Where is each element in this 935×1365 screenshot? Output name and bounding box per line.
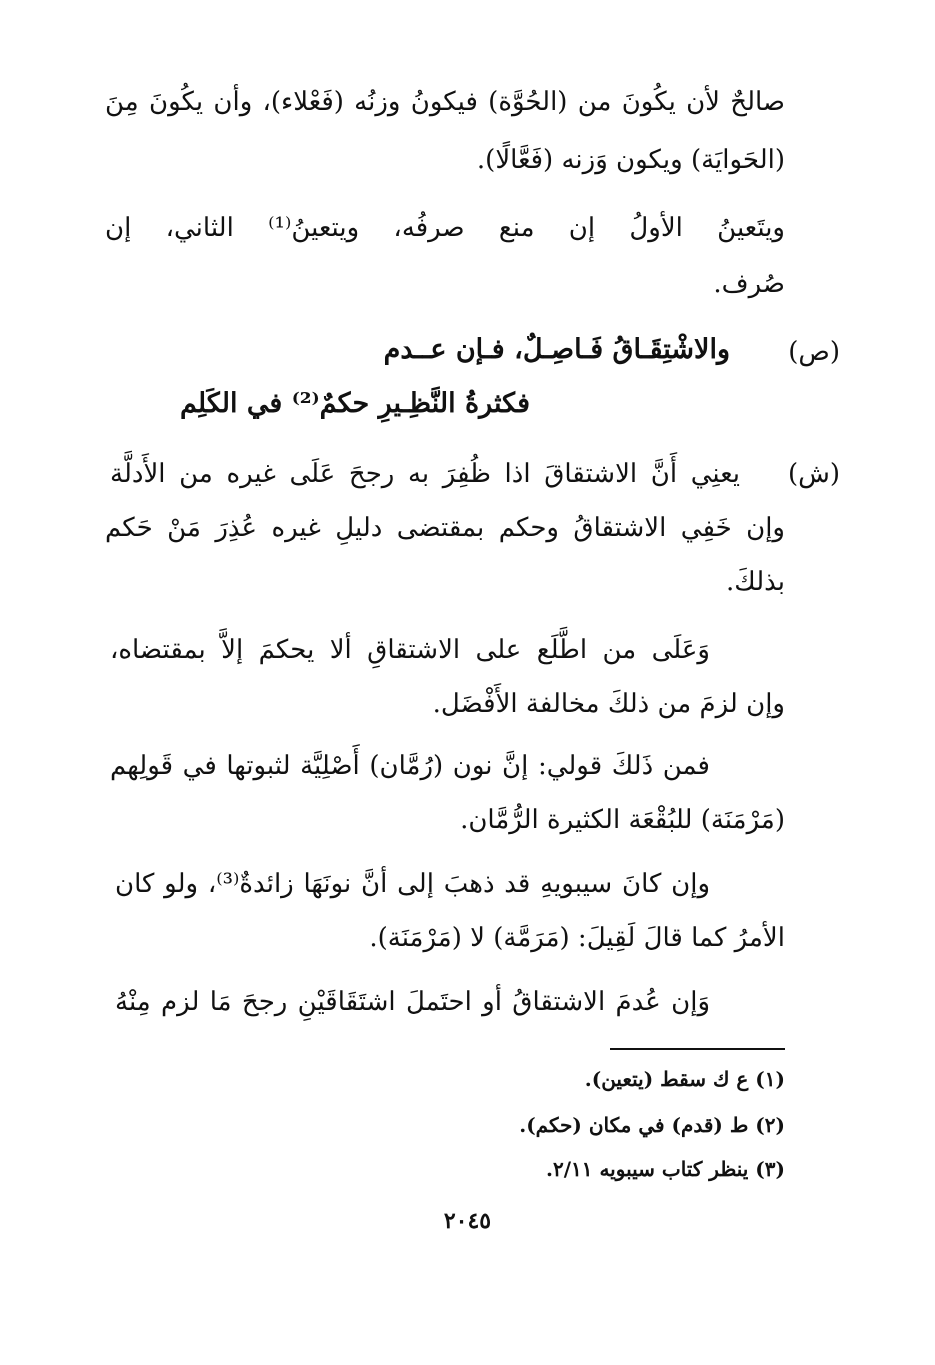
marker-shin: (ش) [787,459,840,489]
footnote-divider [610,1048,785,1050]
marker-sad: (ص) [788,337,840,367]
text-line: وَعَلَى من اطَّلَع على الاشتقاقِ ألا يحكمَ إلاَّ بمقتضاه، [110,635,710,665]
text-line: وإن لزمَ من ذلكَ مخالفة الأَفْضَل. [432,689,785,719]
text-line: (مَرْمَنَة) للبُقْعَة الكثيرة الرُّمَّان. [460,805,785,835]
text-line: وإن خَفِي الاشتقاقُ وحكم بمقتضى دليلِ غيره عُذِرَ مَنْ حَكم [105,513,785,543]
text-line: صُرف. [713,269,785,299]
text-line: وإن كانَ سيبويهِ قد ذهبَ إلى أنَّ نونَهَا زائدةٌ⁽³⁾، ولو كان [115,869,711,899]
text-line: ويتَعينُ الأولُ إن منع صرفُه، ويتعينُ⁽¹⁾ الثاني، إن [105,213,785,243]
text-line: (الحَوايَة) ويكون وَزنه (فَعَّالًا). [476,145,785,175]
text-line: صالحٌ لأن يكُونَ من (الحُوَّة) فيكونُ وزنُه (فَعْلاء)، وأن يكُونَ مِنَ [105,87,785,117]
footnote: (١) ع ك سقط (يتعين). [584,1067,785,1091]
footnote: (٢) ط (قدم) في مكان (حكم). [519,1113,785,1137]
text-line: وَإن عُدمَ الاشتقاقُ أو احتَملَ اشتَقَاقَيْنِ رجحَ مَا لزم مِنْهُ [115,987,710,1017]
page-number: ٢٠٤٥ [443,1208,492,1234]
verse-line: فكثرةُ النَّظِـيرِ حكمٌ⁽²⁾ في الكَلِم [179,388,530,419]
text-line: بذلكَ. [726,567,785,597]
text-line: يعنِي أَنَّ الاشتقاقَ اذا ظُفِرَ به رجحَ عَلَى غيره من الأَدلَّة [110,459,740,489]
text-line: الأمرُ كما قالَ لَقِيلَ: (مَرَمَّة) لا (مَرْمَنَة). [369,923,785,953]
footnote: (٣) ينظر كتاب سيبويه ٢/١١. [545,1157,785,1181]
text-line: فمن ذَلكَ قولي: إنَّ نون (رُمَّان) أَصْلِيَّة لثبوتها في قَولِهم [110,751,710,781]
verse-line: والاشْتِقَـاقُ فَـاصِـلٌ، فـإن عــدم [383,334,730,365]
